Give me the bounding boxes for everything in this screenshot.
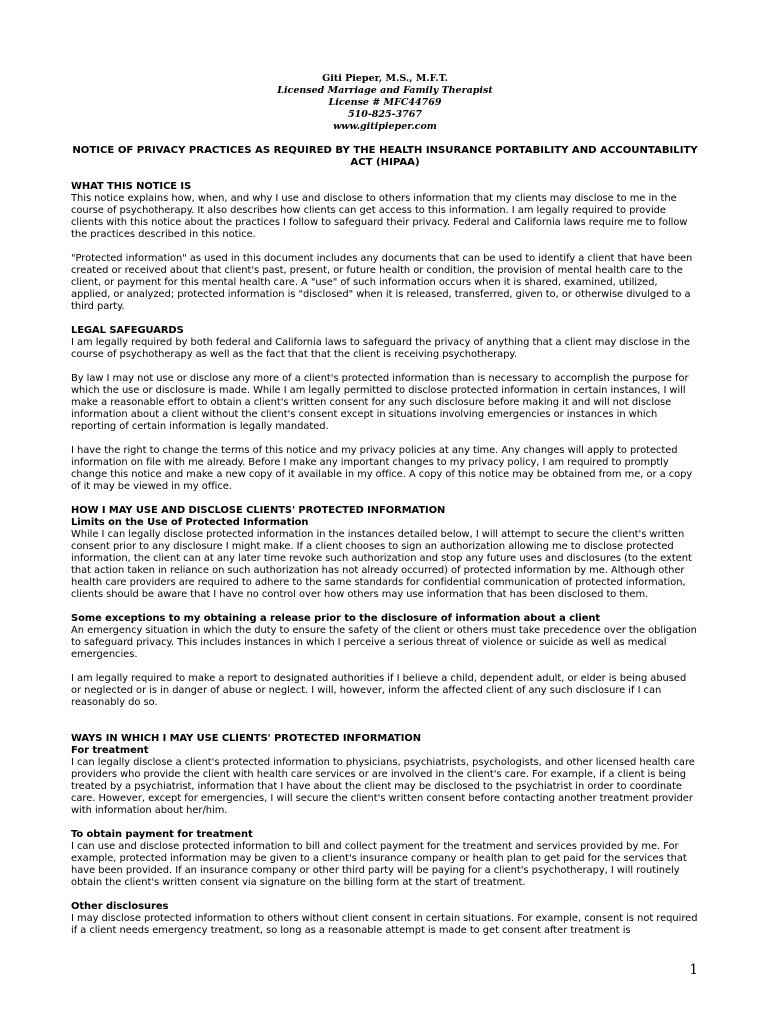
subheading-other-disclosures: Other disclosures [71, 901, 169, 912]
paragraph: This notice explains how, when, and why I use and disclose to others information that my clients may disclose to me in the course of psychotherapy. It also describes how clients can get access to this information. I am legally required to provide clients with this notice about the practices I follow to safeguard their privacy. Federal and California laws require me to follow the practices described in this notice. [71, 193, 688, 240]
letterhead [0, 73, 770, 133]
subheading-payment: To obtain payment for treatment [71, 829, 253, 840]
phone-number: 510-825-3767 [348, 109, 422, 120]
section-heading-what-this-notice-is: WHAT THIS NOTICE IS [71, 181, 192, 192]
website: www.gitipieper.com [333, 121, 437, 132]
paragraph: I am legally required by both federal and California laws to safeguard the privacy of anything that a client may disclose in the course of psychotherapy as well as the fact that that the client is receiving psychotherapy. [71, 337, 690, 360]
notice-title: NOTICE OF PRIVACY PRACTICES AS REQUIRED BY THE HEALTH INSURANCE PORTABILITY AND ACCOUNTABILITY ACT (HIPAA) [72, 145, 698, 168]
section-heading-legal-safeguards: LEGAL SAFEGUARDS [71, 325, 184, 336]
paragraph: "Protected information" as used in this document includes any documents that can be used to identify a client that have been created or received about that client's past, present, or future health or condition, the provision of mental health care to the client, or payment for this mental health care. A "use" of such information occurs when it is shared, examined, utilized, applied, or analyzed; protected information is "disclosed" when it is released, transferred, given to, or otherwise divulged to a third party. [71, 253, 693, 312]
therapist-name: Giti Pieper, M.S., M.F.T. [322, 73, 448, 84]
paragraph: I have the right to change the terms of this notice and my privacy policies at any time. Any changes will apply to protected information on file with me already. Before I make any important changes to my privacy policy, I am required to promptly change this notice and make a new copy of it available in my office. A copy of this notice may be obtained from me, or a copy of it may be viewed in my office. [71, 445, 693, 492]
paragraph: While I can legally disclose protected information in the instances detailed below, I will attempt to secure the client's written consent prior to any disclosure I might make. If a client chooses to sign an authorization allowing me to disclose protected information, the client can at any later time revoke such authorization and stop any future uses and disclosures (to the extent that action taken in reliance on such authorization has not already occurred) of protected information by me. Although other health care providers are required to adhere to the same standards for confidential communication of protected information, clients should be aware that I have no control over how others may use information that has been disclosed to them. [71, 529, 692, 600]
subheading-treatment: For treatment [71, 745, 149, 756]
page-number: 1 [689, 962, 698, 978]
notice-body [71, 181, 699, 937]
therapist-title: Licensed Marriage and Family Therapist [277, 85, 493, 96]
section-heading-ways: WAYS IN WHICH I MAY USE CLIENTS' PROTECTED INFORMATION [71, 733, 421, 744]
paragraph: An emergency situation in which the duty to ensure the safety of the client or others must take precedence over the obligation to safeguard privacy. This includes instances in which I perceive a serious threat of violence or suicide as well as medical emergencies. [71, 625, 697, 660]
subheading-exceptions: Some exceptions to my obtaining a release prior to the disclosure of information about a client [71, 613, 601, 624]
subheading-limits: Limits on the Use of Protected Information [71, 517, 309, 528]
paragraph: I can legally disclose a client's protected information to physicians, psychiatrists, psychologists, and other licensed health care providers who provide the client with health care services or are involved in the client's care. For example, if a client is being treated by a psychiatrist, information that I have about the client may be disclosed to the psychiatrist in order to coordinate care. However, except for emergencies, I will secure the client's written consent before contacting another treatment provider with information about her/him. [71, 757, 695, 816]
license-number: License # MFC44769 [328, 97, 442, 108]
paragraph: I am legally required to make a report to designated authorities if I believe a child, dependent adult, or elder is being abused or neglected or is in danger of abuse or neglect. I will, however, inform the affected client of any such disclosure if I can reasonably do so. [71, 673, 687, 708]
paragraph: I may disclose protected information to others without client consent in certain situations. For example, consent is not required if a client needs emergency treatment, so long as a reasonable attempt is made to get consent after treatment is [71, 913, 698, 936]
paragraph: I can use and disclose protected information to bill and collect payment for the treatment and services provided by me. For example, protected information may be given to a client's insurance company or health plan to get paid for the services that have been provided. If an insurance company or other third party will be paying for a client's psychotherapy, I will routinely obtain the client's written consent via signature on the billing form at the start of treatment. [71, 841, 687, 888]
paragraph: By law I may not use or disclose any more of a client's protected information than is necessary to accomplish the purpose for which the use or disclosure is made. While I am legally permitted to disclose protected information in certain instances, I will make a reasonable effort to obtain a client's written consent for any such disclosure before making it and will not disclose information about a client without the client's consent except in situations involving emergencies or instances in which reporting of certain information is legally mandated. [71, 373, 689, 432]
section-heading-how-i-may-use: HOW I MAY USE AND DISCLOSE CLIENTS' PROTECTED INFORMATION [71, 505, 446, 516]
